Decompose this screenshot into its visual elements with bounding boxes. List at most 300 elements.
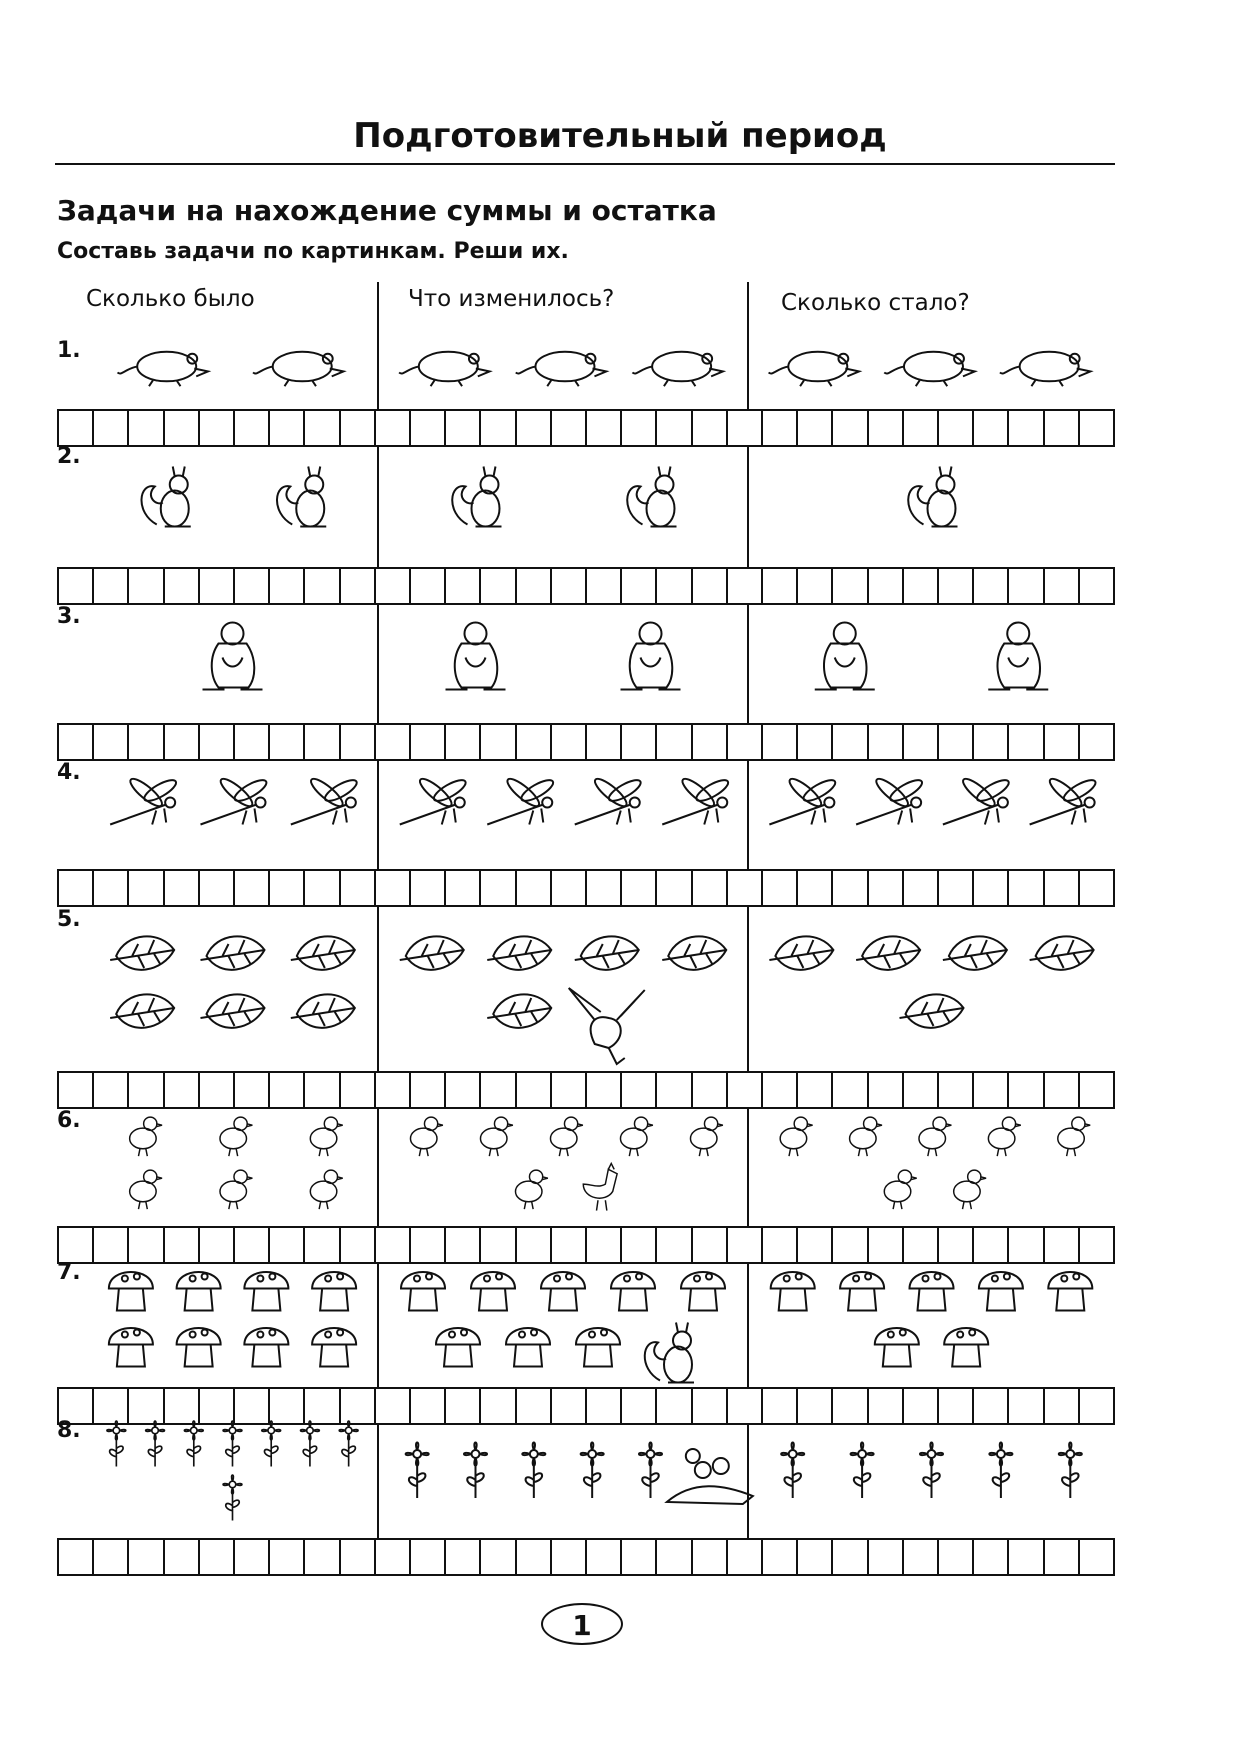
flower-icon xyxy=(639,1443,662,1499)
grid-cell[interactable] xyxy=(622,1228,657,1262)
grid-cell[interactable] xyxy=(1009,1073,1044,1107)
grid-cell[interactable] xyxy=(657,1073,692,1107)
grid-cell[interactable] xyxy=(974,569,1009,603)
grid-cell[interactable] xyxy=(341,569,376,603)
grid-cell[interactable] xyxy=(165,411,200,445)
dragonfly-icon xyxy=(110,775,179,824)
grid-cell[interactable] xyxy=(939,569,974,603)
grid-cell[interactable] xyxy=(552,1073,587,1107)
grid-cell[interactable] xyxy=(517,1228,552,1262)
grid-cell[interactable] xyxy=(200,1540,235,1574)
grid-cell[interactable] xyxy=(305,871,340,905)
grid-cell[interactable] xyxy=(411,1389,446,1423)
grid-cell[interactable] xyxy=(200,725,235,759)
dragonfly-icon xyxy=(769,775,838,824)
mushroom-icon xyxy=(177,1328,221,1367)
grid-cell[interactable] xyxy=(376,1228,411,1262)
grid-cell[interactable] xyxy=(974,411,1009,445)
grid-cell[interactable] xyxy=(657,1389,692,1423)
grid-cell[interactable] xyxy=(1080,1389,1115,1423)
grid-cell[interactable] xyxy=(411,1540,446,1574)
grid-cell[interactable] xyxy=(693,1540,728,1574)
grid-cell[interactable] xyxy=(481,1540,516,1574)
grid-cell[interactable] xyxy=(763,1540,798,1574)
grid-cell[interactable] xyxy=(341,725,376,759)
grid-cell[interactable] xyxy=(1009,1540,1044,1574)
mushroom-icon xyxy=(576,1328,620,1367)
grid-cell[interactable] xyxy=(446,871,481,905)
column-header: Сколько стало? xyxy=(781,290,970,316)
dragonfly-icon xyxy=(291,775,360,824)
grid-cell[interactable] xyxy=(552,411,587,445)
grid-cell[interactable] xyxy=(869,725,904,759)
grid-cell[interactable] xyxy=(200,1389,235,1423)
grid-cell[interactable] xyxy=(446,1228,481,1262)
grid-cell[interactable] xyxy=(1045,725,1080,759)
grid-cell[interactable] xyxy=(1009,871,1044,905)
grid-cell[interactable] xyxy=(904,871,939,905)
grid-cell[interactable] xyxy=(341,1540,376,1574)
grid-cell[interactable] xyxy=(693,569,728,603)
squirrel-icon xyxy=(908,467,957,527)
grid-cell[interactable] xyxy=(376,569,411,603)
grid-cell[interactable] xyxy=(376,1389,411,1423)
answer-grid[interactable] xyxy=(57,1538,1115,1576)
dragonfly-icon xyxy=(201,775,270,824)
monkey-icon xyxy=(815,623,875,690)
grid-cell[interactable] xyxy=(270,1073,305,1107)
grid-cell[interactable] xyxy=(974,725,1009,759)
mouse-icon xyxy=(253,352,343,386)
grid-cell[interactable] xyxy=(657,871,692,905)
grid-cell[interactable] xyxy=(517,411,552,445)
grid-cell[interactable] xyxy=(411,1228,446,1262)
grid-cell[interactable] xyxy=(411,1073,446,1107)
grid-cell[interactable] xyxy=(552,1389,587,1423)
grid-cell[interactable] xyxy=(305,411,340,445)
grid-cell[interactable] xyxy=(833,1073,868,1107)
grid-cell[interactable] xyxy=(869,569,904,603)
grid-cell[interactable] xyxy=(622,1389,657,1423)
chick-icon xyxy=(954,1170,986,1209)
grid-cell[interactable] xyxy=(165,1389,200,1423)
mushroom-icon xyxy=(506,1328,550,1367)
grid-cell[interactable] xyxy=(693,725,728,759)
grid-cell[interactable] xyxy=(59,871,94,905)
mushroom-icon xyxy=(541,1272,585,1311)
grid-cell[interactable] xyxy=(552,1228,587,1262)
grid-cell[interactable] xyxy=(1045,871,1080,905)
grid-cell[interactable] xyxy=(517,871,552,905)
grid-cell[interactable] xyxy=(129,1228,164,1262)
grid-cell[interactable] xyxy=(657,569,692,603)
answer-grid[interactable] xyxy=(57,723,1115,761)
grid-cell[interactable] xyxy=(200,871,235,905)
grid-cell[interactable] xyxy=(693,1073,728,1107)
grid-cell[interactable] xyxy=(376,871,411,905)
grid-cell[interactable] xyxy=(693,411,728,445)
grid-cell[interactable] xyxy=(587,1540,622,1574)
mushroom-icon xyxy=(109,1272,153,1311)
grid-cell[interactable] xyxy=(904,411,939,445)
grid-cell[interactable] xyxy=(939,1389,974,1423)
grid-cell[interactable] xyxy=(376,1540,411,1574)
answer-grid[interactable] xyxy=(57,409,1115,447)
grid-cell[interactable] xyxy=(165,871,200,905)
grid-cell[interactable] xyxy=(657,1228,692,1262)
grid-cell[interactable] xyxy=(446,1540,481,1574)
grid-cell[interactable] xyxy=(728,1540,763,1574)
page-number: 1 xyxy=(541,1603,623,1645)
grid-cell[interactable] xyxy=(376,725,411,759)
problem-number: 5. xyxy=(57,907,81,932)
grid-cell[interactable] xyxy=(94,1073,129,1107)
leaf-icon xyxy=(769,936,833,969)
grid-cell[interactable] xyxy=(341,1228,376,1262)
grid-cell[interactable] xyxy=(622,1073,657,1107)
leaf-icon xyxy=(201,994,265,1027)
grid-cell[interactable] xyxy=(235,1228,270,1262)
grid-cell[interactable] xyxy=(481,1389,516,1423)
grid-cell[interactable] xyxy=(411,569,446,603)
grid-cell[interactable] xyxy=(974,1540,1009,1574)
grid-cell[interactable] xyxy=(728,1228,763,1262)
grid-cell[interactable] xyxy=(235,411,270,445)
grid-cell[interactable] xyxy=(763,1389,798,1423)
grid-cell[interactable] xyxy=(904,1540,939,1574)
problem-number: 8. xyxy=(57,1418,81,1443)
grid-cell[interactable] xyxy=(798,1228,833,1262)
dragonfly-icon xyxy=(487,775,556,824)
grid-cell[interactable] xyxy=(728,725,763,759)
grid-cell[interactable] xyxy=(129,1389,164,1423)
grid-cell[interactable] xyxy=(411,411,446,445)
grid-cell[interactable] xyxy=(235,1540,270,1574)
grid-cell[interactable] xyxy=(481,871,516,905)
flower-icon xyxy=(581,1443,604,1499)
grid-cell[interactable] xyxy=(59,1228,94,1262)
grid-cell[interactable] xyxy=(165,1073,200,1107)
grid-cell[interactable] xyxy=(974,1389,1009,1423)
grid-cell[interactable] xyxy=(1045,569,1080,603)
leaf-icon xyxy=(201,936,265,969)
grid-cell[interactable] xyxy=(587,1389,622,1423)
grid-cell[interactable] xyxy=(1009,411,1044,445)
grid-cell[interactable] xyxy=(481,725,516,759)
grid-cell[interactable] xyxy=(1080,1228,1115,1262)
grid-cell[interactable] xyxy=(129,1073,164,1107)
grid-cell[interactable] xyxy=(622,411,657,445)
dragonfly-icon xyxy=(575,775,644,824)
grid-cell[interactable] xyxy=(1080,411,1115,445)
grid-cell[interactable] xyxy=(728,411,763,445)
grid-cell[interactable] xyxy=(728,1073,763,1107)
mouse-icon xyxy=(516,352,606,386)
grid-cell[interactable] xyxy=(552,871,587,905)
answer-grid[interactable] xyxy=(57,1071,1115,1109)
grid-cell[interactable] xyxy=(869,871,904,905)
grid-cell[interactable] xyxy=(376,411,411,445)
grid-cell[interactable] xyxy=(763,411,798,445)
grid-cell[interactable] xyxy=(1080,871,1115,905)
grid-cell[interactable] xyxy=(165,1540,200,1574)
grid-cell[interactable] xyxy=(833,411,868,445)
grid-cell[interactable] xyxy=(869,1073,904,1107)
grid-cell[interactable] xyxy=(341,1073,376,1107)
grid-cell[interactable] xyxy=(869,1389,904,1423)
problem-number: 6. xyxy=(57,1108,81,1133)
grid-cell[interactable] xyxy=(235,1389,270,1423)
grid-cell[interactable] xyxy=(587,1228,622,1262)
grid-cell[interactable] xyxy=(939,871,974,905)
grid-cell[interactable] xyxy=(763,1073,798,1107)
grid-cell[interactable] xyxy=(693,1389,728,1423)
problem-number: 3. xyxy=(57,604,81,629)
grid-cell[interactable] xyxy=(94,411,129,445)
grid-cell[interactable] xyxy=(200,569,235,603)
grid-cell[interactable] xyxy=(200,1228,235,1262)
grid-cell[interactable] xyxy=(833,871,868,905)
grid-cell[interactable] xyxy=(552,569,587,603)
grid-cell[interactable] xyxy=(481,1073,516,1107)
grid-cell[interactable] xyxy=(904,1073,939,1107)
grid-cell[interactable] xyxy=(974,871,1009,905)
grid-cell[interactable] xyxy=(833,569,868,603)
grid-cell[interactable] xyxy=(94,1540,129,1574)
grid-cell[interactable] xyxy=(904,1389,939,1423)
grid-cell[interactable] xyxy=(974,1228,1009,1262)
grid-cell[interactable] xyxy=(129,871,164,905)
grid-cell[interactable] xyxy=(974,1073,1009,1107)
grid-cell[interactable] xyxy=(341,411,376,445)
answer-grid[interactable] xyxy=(57,1387,1115,1425)
grid-cell[interactable] xyxy=(904,725,939,759)
leaf-icon xyxy=(291,936,355,969)
grid-cell[interactable] xyxy=(517,1540,552,1574)
grid-cell[interactable] xyxy=(446,1073,481,1107)
grid-cell[interactable] xyxy=(235,871,270,905)
answer-grid[interactable] xyxy=(57,869,1115,907)
chick-icon xyxy=(780,1117,812,1156)
grid-cell[interactable] xyxy=(446,569,481,603)
grid-cell[interactable] xyxy=(587,725,622,759)
chick-icon xyxy=(220,1117,252,1156)
grid-cell[interactable] xyxy=(129,411,164,445)
grid-cell[interactable] xyxy=(341,871,376,905)
grid-cell[interactable] xyxy=(693,1228,728,1262)
grid-cell[interactable] xyxy=(270,725,305,759)
grid-cell[interactable] xyxy=(763,725,798,759)
grid-cell[interactable] xyxy=(341,1389,376,1423)
dragonfly-icon xyxy=(400,775,469,824)
grid-cell[interactable] xyxy=(481,1228,516,1262)
mushroom-icon xyxy=(436,1328,480,1367)
grid-cell[interactable] xyxy=(517,725,552,759)
grid-cell[interactable] xyxy=(129,1540,164,1574)
grid-cell[interactable] xyxy=(200,411,235,445)
grid-cell[interactable] xyxy=(1045,1073,1080,1107)
grid-cell[interactable] xyxy=(1009,1389,1044,1423)
grid-cell[interactable] xyxy=(270,411,305,445)
grid-cell[interactable] xyxy=(270,1389,305,1423)
mushroom-icon xyxy=(944,1328,988,1367)
answer-grid[interactable] xyxy=(57,567,1115,605)
grid-cell[interactable] xyxy=(833,1540,868,1574)
grid-cell[interactable] xyxy=(939,411,974,445)
grid-cell[interactable] xyxy=(481,411,516,445)
grid-cell[interactable] xyxy=(305,1073,340,1107)
grid-cell[interactable] xyxy=(904,1228,939,1262)
grid-cell[interactable] xyxy=(446,725,481,759)
grid-cell[interactable] xyxy=(657,725,692,759)
grid-cell[interactable] xyxy=(587,411,622,445)
dragonfly-icon xyxy=(856,775,925,824)
chick-icon xyxy=(310,1117,342,1156)
grid-cell[interactable] xyxy=(59,725,94,759)
grid-cell[interactable] xyxy=(305,725,340,759)
grid-cell[interactable] xyxy=(129,569,164,603)
chick-icon xyxy=(410,1117,442,1156)
grid-cell[interactable] xyxy=(798,1073,833,1107)
mushroom-icon xyxy=(312,1328,356,1367)
grid-cell[interactable] xyxy=(165,1228,200,1262)
chick-icon xyxy=(850,1117,882,1156)
grid-cell[interactable] xyxy=(1080,1540,1115,1574)
grid-cell[interactable] xyxy=(657,1540,692,1574)
grid-cell[interactable] xyxy=(798,1389,833,1423)
grid-cell[interactable] xyxy=(728,1389,763,1423)
grid-cell[interactable] xyxy=(904,569,939,603)
grid-cell[interactable] xyxy=(622,871,657,905)
dragonfly-icon xyxy=(943,775,1012,824)
grid-cell[interactable] xyxy=(728,569,763,603)
grid-cell[interactable] xyxy=(869,1228,904,1262)
grid-cell[interactable] xyxy=(1009,569,1044,603)
grid-cell[interactable] xyxy=(1080,725,1115,759)
grid-cell[interactable] xyxy=(481,569,516,603)
grid-cell[interactable] xyxy=(1009,725,1044,759)
problem-number: 7. xyxy=(57,1260,81,1285)
grid-cell[interactable] xyxy=(446,411,481,445)
grid-cell[interactable] xyxy=(305,1228,340,1262)
grid-cell[interactable] xyxy=(270,871,305,905)
grid-cell[interactable] xyxy=(763,1228,798,1262)
grid-cell[interactable] xyxy=(587,569,622,603)
grid-cell[interactable] xyxy=(270,569,305,603)
grid-cell[interactable] xyxy=(798,871,833,905)
grid-cell[interactable] xyxy=(763,871,798,905)
grid-cell[interactable] xyxy=(1045,1228,1080,1262)
grid-cell[interactable] xyxy=(94,725,129,759)
grid-cell[interactable] xyxy=(622,725,657,759)
squirrel-icon xyxy=(627,467,676,527)
grid-cell[interactable] xyxy=(446,1389,481,1423)
grid-cell[interactable] xyxy=(94,569,129,603)
leaf-icon xyxy=(487,994,551,1027)
grid-cell[interactable] xyxy=(939,1073,974,1107)
grid-cell[interactable] xyxy=(200,1073,235,1107)
grid-cell[interactable] xyxy=(270,1540,305,1574)
grid-cell[interactable] xyxy=(94,1389,129,1423)
grid-cell[interactable] xyxy=(869,1540,904,1574)
chick-icon xyxy=(310,1170,342,1209)
grid-cell[interactable] xyxy=(517,569,552,603)
grid-cell[interactable] xyxy=(165,569,200,603)
grid-cell[interactable] xyxy=(59,411,94,445)
grid-cell[interactable] xyxy=(622,569,657,603)
grid-cell[interactable] xyxy=(94,1228,129,1262)
grid-cell[interactable] xyxy=(411,871,446,905)
grid-cell[interactable] xyxy=(235,725,270,759)
grid-cell[interactable] xyxy=(939,1228,974,1262)
grid-cell[interactable] xyxy=(693,871,728,905)
grid-cell[interactable] xyxy=(517,1389,552,1423)
grid-cell[interactable] xyxy=(305,569,340,603)
grid-cell[interactable] xyxy=(833,1389,868,1423)
grid-cell[interactable] xyxy=(833,725,868,759)
chick-icon xyxy=(884,1170,916,1209)
grid-cell[interactable] xyxy=(587,1073,622,1107)
problem-number: 1. xyxy=(57,338,81,363)
grid-cell[interactable] xyxy=(270,1228,305,1262)
chick-icon xyxy=(1058,1117,1090,1156)
grid-cell[interactable] xyxy=(657,411,692,445)
grid-cell[interactable] xyxy=(798,1540,833,1574)
grid-cell[interactable] xyxy=(59,1540,94,1574)
grid-cell[interactable] xyxy=(376,1073,411,1107)
grid-cell[interactable] xyxy=(165,725,200,759)
grid-cell[interactable] xyxy=(59,1073,94,1107)
squirrel-icon xyxy=(141,467,190,527)
mouse-icon xyxy=(884,352,974,386)
grid-cell[interactable] xyxy=(1080,1073,1115,1107)
grid-cell[interactable] xyxy=(1045,411,1080,445)
grid-cell[interactable] xyxy=(129,725,164,759)
grid-cell[interactable] xyxy=(622,1540,657,1574)
grid-cell[interactable] xyxy=(517,1073,552,1107)
leaf-icon xyxy=(110,936,174,969)
grid-cell[interactable] xyxy=(798,411,833,445)
grid-cell[interactable] xyxy=(59,569,94,603)
grid-cell[interactable] xyxy=(1045,1389,1080,1423)
grid-cell[interactable] xyxy=(1045,1540,1080,1574)
grid-cell[interactable] xyxy=(305,1540,340,1574)
grid-cell[interactable] xyxy=(94,871,129,905)
grid-cell[interactable] xyxy=(305,1389,340,1423)
grid-cell[interactable] xyxy=(798,569,833,603)
grid-cell[interactable] xyxy=(833,1228,868,1262)
grid-cell[interactable] xyxy=(1009,1228,1044,1262)
grid-cell[interactable] xyxy=(939,1540,974,1574)
grid-cell[interactable] xyxy=(728,871,763,905)
grid-cell[interactable] xyxy=(763,569,798,603)
grid-cell[interactable] xyxy=(235,569,270,603)
grid-cell[interactable] xyxy=(939,725,974,759)
grid-cell[interactable] xyxy=(587,871,622,905)
grid-cell[interactable] xyxy=(552,725,587,759)
flower-icon xyxy=(1059,1443,1082,1499)
grid-cell[interactable] xyxy=(798,725,833,759)
instruction: Составь задачи по картинкам. Реши их. xyxy=(57,239,569,264)
grid-cell[interactable] xyxy=(552,1540,587,1574)
grid-cell[interactable] xyxy=(1080,569,1115,603)
leaf-icon xyxy=(856,936,920,969)
grid-cell[interactable] xyxy=(411,725,446,759)
grid-cell[interactable] xyxy=(869,411,904,445)
answer-grid[interactable] xyxy=(57,1226,1115,1264)
grid-cell[interactable] xyxy=(235,1073,270,1107)
problem-number: 4. xyxy=(57,760,81,785)
